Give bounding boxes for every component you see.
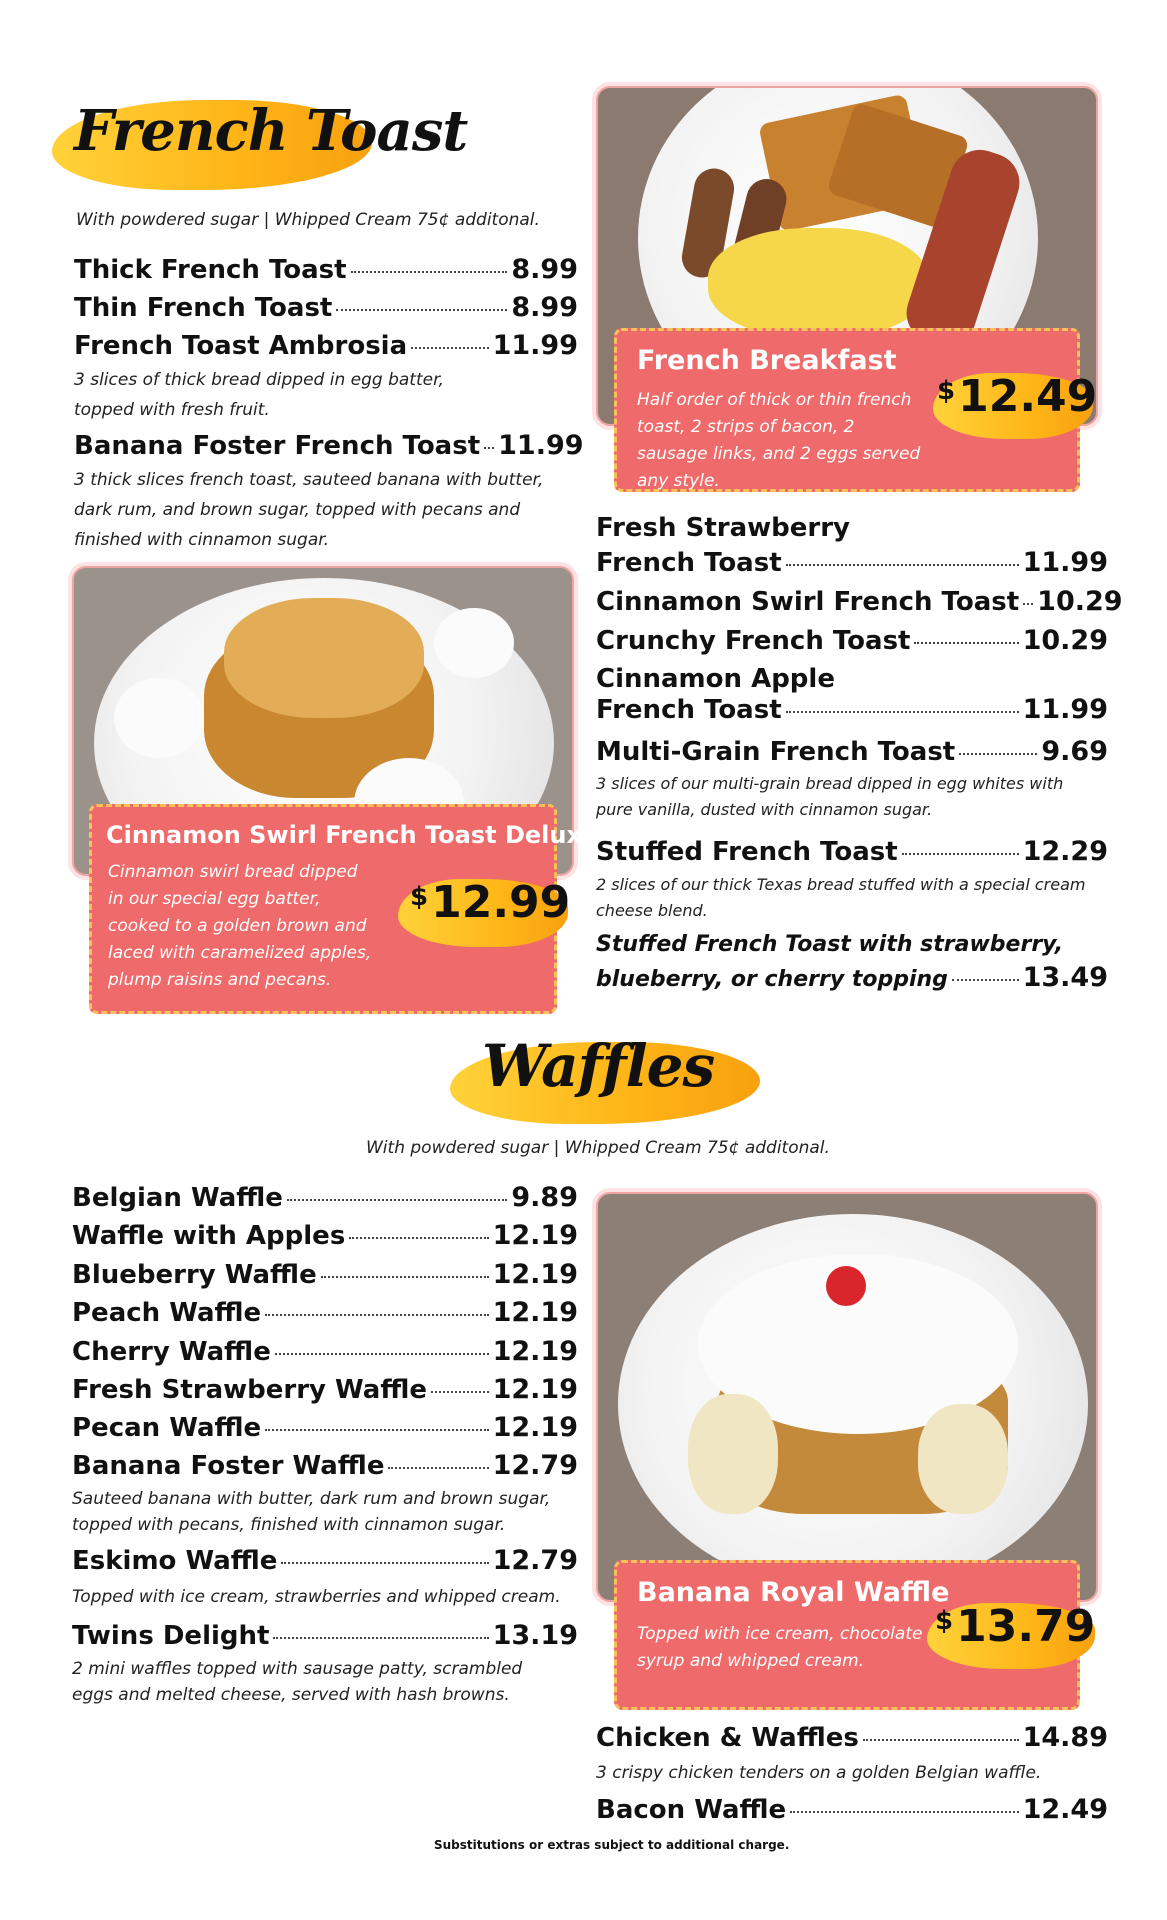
banana-image (688, 1394, 778, 1514)
waffles-heading (440, 1020, 770, 1130)
menu-item: Stuffed French Toast 12.29 (596, 836, 1108, 867)
menu-item: Banana Foster French Toast 11.99 (74, 430, 584, 461)
menu-item: Bacon Waffle 12.49 (596, 1794, 1108, 1825)
menu-item: Pecan Waffle 12.19 (72, 1412, 578, 1443)
eggs-image (708, 228, 928, 338)
feature-price: $12.49 (937, 371, 1098, 422)
item-description: 2 slices of our thick Texas bread stuffed with a special cream cheese blend. (596, 875, 1086, 920)
menu-item: Eskimo Waffle 12.79 (72, 1545, 578, 1576)
menu-item: Belgian Waffle 9.89 (72, 1182, 578, 1213)
menu-item: Thick French Toast 8.99 (74, 254, 578, 285)
cinnamon-swirl-callout (89, 804, 599, 1014)
callout-description: Cinnamon swirl bread dipped in our special egg batter, cooked to a golden brown and laced with caramelized apples, plump raisins and pecans. (108, 862, 372, 990)
menu-item: Cherry Waffle 12.19 (72, 1336, 578, 1367)
french-toast-heading (52, 90, 468, 200)
cherry-image (826, 1266, 866, 1306)
section-title: Waffles (482, 1032, 715, 1100)
feature-price: $12.99 (410, 877, 571, 928)
callout-title: French Breakfast (637, 345, 897, 376)
footer-note: Substitutions or extras subject to additional charge. (434, 1838, 790, 1852)
menu-item: Fresh Strawberry Waffle 12.19 (72, 1374, 578, 1405)
item-description: 3 thick slices french toast, sauteed banana with butter, dark rum, and brown sugar, topped with pecans and finished with cinnamon sugar. (74, 470, 544, 550)
french-toast-note: With powdered sugar | Whipped Cream 75¢ additonal. (76, 210, 540, 230)
menu-item-name-line: Stuffed French Toast with strawberry, (596, 932, 1064, 957)
french-breakfast-callout (614, 328, 1098, 492)
menu-item: Thin French Toast 8.99 (74, 292, 578, 323)
waffles-note: With powdered sugar | Whipped Cream 75¢ additonal. (366, 1138, 830, 1158)
item-description: 3 crispy chicken tenders on a golden Belgian waffle. (596, 1763, 1042, 1783)
menu-item: Multi-Grain French Toast 9.69 (596, 736, 1108, 767)
menu-item: Cinnamon Swirl French Toast 10.29 (596, 586, 1123, 617)
apples-image (224, 598, 424, 718)
menu-item: French Toast 11.99 (596, 547, 1108, 578)
menu-item: Blueberry Waffle 12.19 (72, 1259, 578, 1290)
callout-description: Topped with ice cream, chocolate syrup and whipped cream. (637, 1624, 923, 1671)
menu-item: Crunchy French Toast 10.29 (596, 625, 1108, 656)
menu-item: blueberry, or cherry topping 13.49 (596, 962, 1108, 993)
item-description: 3 slices of our multi-grain bread dipped in egg whites with pure vanilla, dusted with cinnamon sugar. (596, 774, 1064, 819)
menu-item-name-line: Fresh Strawberry (596, 513, 850, 543)
callout-title: Banana Royal Waffle (637, 1577, 950, 1608)
item-description: Topped with ice cream, strawberries and whipped cream. (72, 1587, 561, 1607)
section-title: French Toast (74, 98, 468, 164)
menu-item: Peach Waffle 12.19 (72, 1297, 578, 1328)
menu-item: Twins Delight 13.19 (72, 1620, 578, 1651)
menu-item: French Toast 11.99 (596, 694, 1108, 725)
menu-item: Chicken & Waffles 14.89 (596, 1722, 1108, 1753)
banana-royal-callout (614, 1560, 1096, 1710)
feature-price: $13.79 (935, 1601, 1096, 1652)
menu-item: Banana Foster Waffle 12.79 (72, 1450, 578, 1481)
item-description: 2 mini waffles topped with sausage patty, scrambled eggs and melted cheese, served with hash browns. (72, 1659, 523, 1705)
callout-description: Half order of thick or thin french toast, 2 strips of bacon, 2 sausage links, and 2 eggs served any style. (637, 390, 921, 491)
menu-item: Waffle with Apples 12.19 (72, 1220, 578, 1251)
whipped-cream-image (114, 678, 204, 758)
item-description: 3 slices of thick bread dipped in egg batter, topped with fresh fruit. (74, 370, 444, 420)
menu-item: French Toast Ambrosia 11.99 (74, 330, 578, 361)
callout-title: Cinnamon Swirl French Toast Deluxe (106, 821, 599, 849)
item-description: Sauteed banana with butter, dark rum and brown sugar, topped with pecans, finished with cinnamon sugar. (72, 1489, 551, 1535)
banana-royal-photo (596, 1192, 1098, 1602)
menu-item-name-line: Cinnamon Apple (596, 664, 835, 694)
